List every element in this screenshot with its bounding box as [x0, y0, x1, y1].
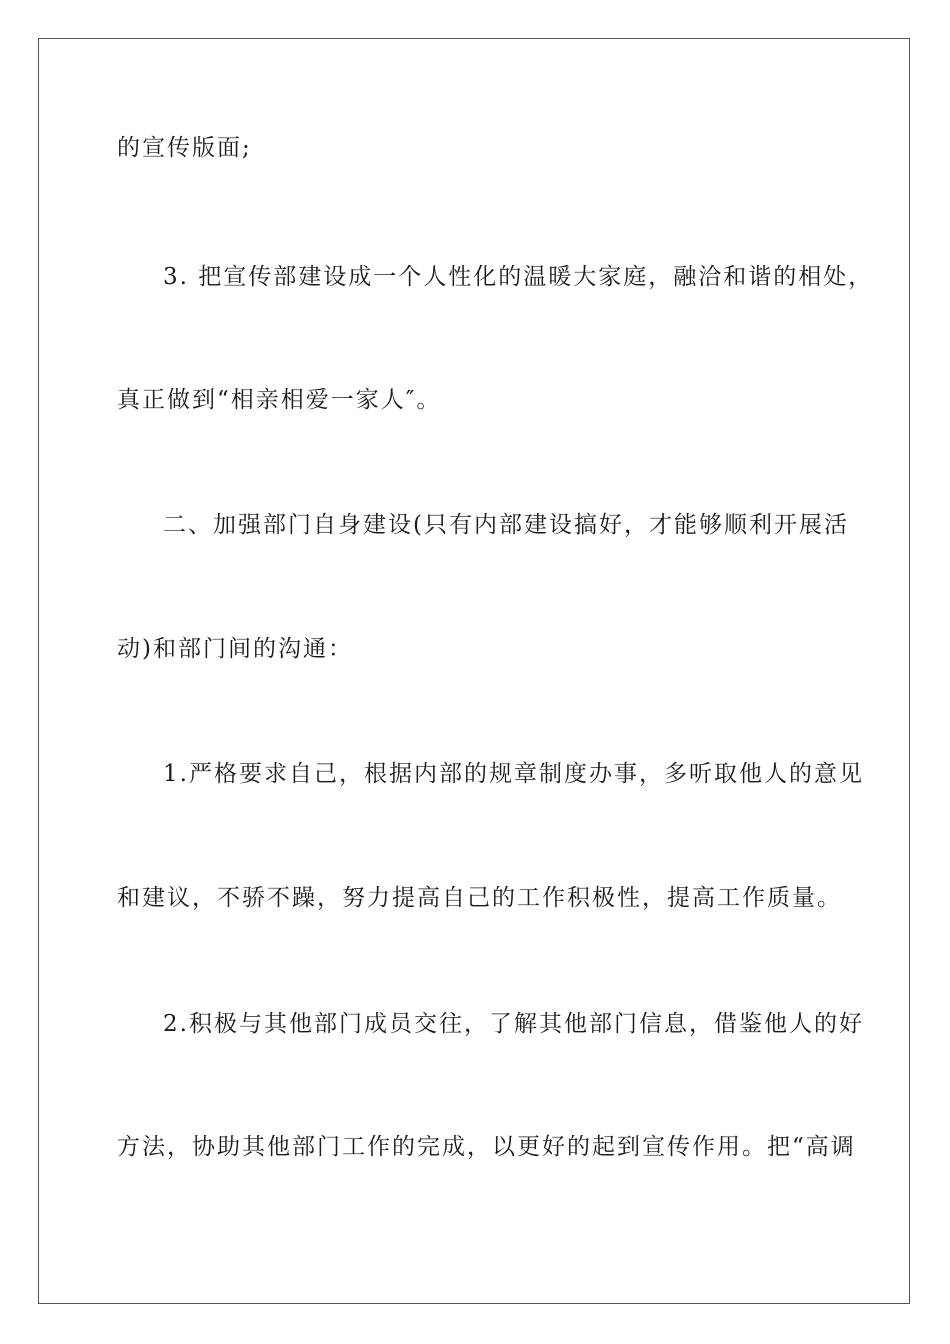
- text-line-7: 和建议，不骄不躁，努力提高自己的工作积极性，提高工作质量。: [117, 885, 842, 911]
- text-line-6: 1.严格要求自己，根据内部的规章制度办事，多听取他人的意见: [163, 761, 864, 787]
- text-line-9: 方法，协助其他部门工作的完成，以更好的起到宣传作用。把“高调: [117, 1134, 856, 1160]
- text-line-4: 二、加强部门自身建设(只有内部建设搞好，才能够顺利开展活: [163, 512, 849, 538]
- text-line-2: 3. 把宣传部建设成一个人性化的温暖大家庭，融洽和谐的相处，: [163, 264, 874, 290]
- text-line-1: 的宣传版面;: [117, 135, 252, 161]
- text-line-8: 2.积极与其他部门成员交往，了解其他部门信息，借鉴他人的好: [163, 1011, 864, 1037]
- page-border: [38, 38, 910, 1304]
- text-line-3: 真正做到“相亲相爱一家人″。: [117, 387, 442, 413]
- text-line-5: 动)和部门间的沟通：: [117, 636, 353, 662]
